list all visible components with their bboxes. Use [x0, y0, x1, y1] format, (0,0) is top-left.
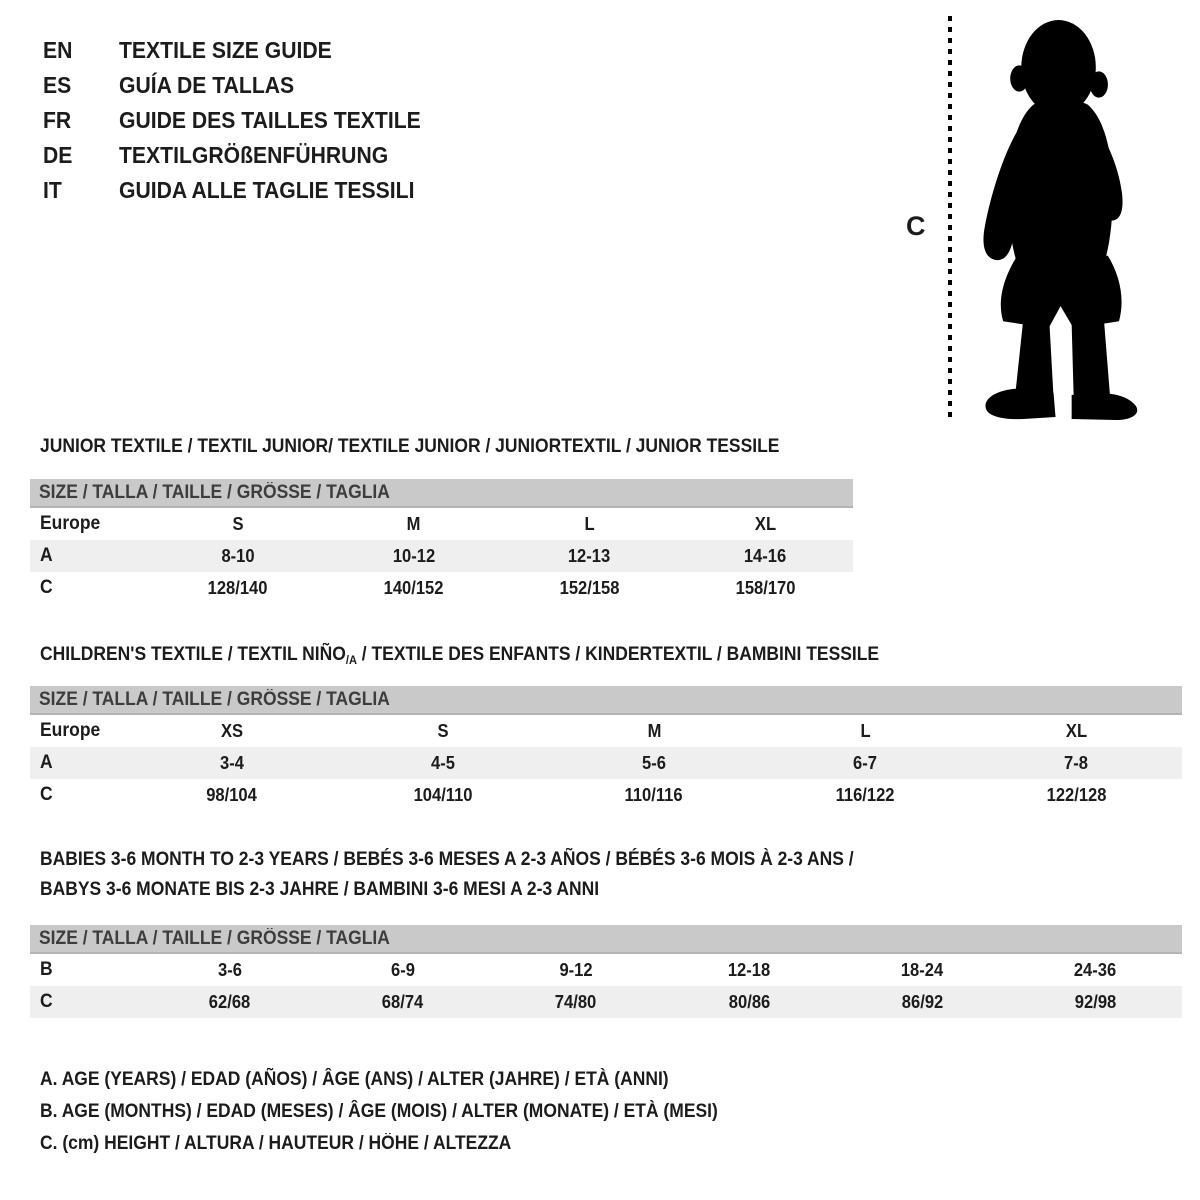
language-row — [43, 68, 447, 103]
table-cell: L — [860, 720, 871, 741]
babies-section-heading: BABIES 3-6 MONTH TO 2-3 YEARS / BEBÉS 3-6 MESES A 2-3 AÑOS / BÉBÉS 3-6 MOIS À 2-3 ANS / BABYS 3-6 MONATE BIS 2-3 JAHRE / BAMBINI 3-6 MESI A 2-3 ANNI — [40, 849, 854, 900]
table-row — [30, 779, 1182, 811]
table-cell: XL — [1065, 720, 1088, 741]
height-measure-dashed-line — [948, 16, 952, 418]
toddler-silhouette-shapes — [983, 20, 1137, 420]
table-cell: 128/140 — [207, 577, 268, 598]
language-title: GUIDE DES TAILLES TEXTILE — [119, 107, 421, 133]
row-label: C — [40, 784, 53, 805]
row-label: A — [40, 545, 53, 566]
row-label: B — [40, 959, 53, 980]
row-label: C — [40, 577, 53, 598]
table-cell: XL — [754, 513, 776, 534]
table-cell: 3-4 — [219, 752, 244, 773]
table-cell: 8-10 — [221, 545, 255, 566]
table-cell: 62/68 — [208, 991, 251, 1012]
toddler-silhouette — [962, 12, 1140, 420]
table-cell: 12-18 — [727, 959, 771, 980]
table-cell: S — [232, 513, 244, 534]
junior-section-heading: JUNIOR TEXTILE / TEXTIL JUNIOR/ TEXTILE JUNIOR / JUNIORTEXTIL / JUNIOR TESSILE — [40, 436, 780, 457]
language-code: ES — [43, 72, 72, 98]
junior-size-table — [30, 479, 853, 604]
table-cell: 3-6 — [217, 959, 242, 980]
row-label: A — [40, 752, 53, 773]
heading-subscript: /A — [345, 653, 357, 667]
table-cell: 98/104 — [206, 784, 257, 805]
language-row — [43, 33, 447, 68]
language-code: EN — [43, 37, 73, 63]
language-title: TEXTILE SIZE GUIDE — [119, 37, 332, 63]
table-row — [30, 747, 1182, 779]
table-row — [30, 986, 1182, 1018]
babies-size-table — [30, 925, 1182, 1018]
table-cell: 5-6 — [642, 752, 666, 773]
legend-line-a: A. AGE (YEARS) / EDAD (AÑOS) / ÂGE (ANS) / ALTER (JAHRE) / ETÀ (ANNI) — [40, 1069, 669, 1090]
children-section-heading: CHILDREN'S TEXTILE / TEXTIL $NIÑO_{/A}$ / TEXTILE DES ENFANTS / KINDERTEXTIL / BAMBINI TESSILE — [40, 644, 880, 667]
table-cell: 68/74 — [382, 991, 424, 1012]
table-cell: 86/92 — [901, 991, 943, 1012]
table-cell: 7-8 — [1064, 752, 1089, 773]
language-code: DE — [43, 142, 73, 168]
table-cell: 152/158 — [559, 577, 620, 598]
table-cell: XS — [220, 720, 243, 741]
table-cell: 110/116 — [624, 784, 684, 805]
size-header-bar: SIZE / TALLA / TAILLE / GRÖSSE / TAGLIA — [30, 686, 1182, 715]
legend-line-c: C. (cm) HEIGHT / ALTURA / HAUTEUR / HÖHE / ALTEZZA — [40, 1133, 512, 1154]
size-header-bar: SIZE / TALLA / TAILLE / GRÖSSE / TAGLIA — [30, 479, 853, 508]
table-cell: 12-13 — [568, 545, 611, 566]
table-row — [30, 508, 853, 540]
measure-c-label: C — [906, 211, 926, 241]
table-cell: 6-7 — [853, 752, 878, 773]
table-cell: 24-36 — [1074, 959, 1117, 980]
table-row — [30, 572, 853, 604]
table-cell: L — [584, 513, 595, 534]
table-cell: M — [647, 720, 661, 741]
table-cell: 6-9 — [390, 959, 415, 980]
row-label: Europe — [40, 720, 101, 741]
size-header-bar: SIZE / TALLA / TAILLE / GRÖSSE / TAGLIA — [30, 925, 1182, 954]
table-cell: 122/128 — [1046, 784, 1107, 805]
language-code: IT — [43, 177, 62, 203]
row-label: Europe — [40, 513, 101, 534]
table-row — [30, 715, 1182, 747]
language-row — [43, 103, 447, 138]
language-row — [43, 173, 447, 208]
table-cell: 9-12 — [559, 959, 593, 980]
table-cell: 14-16 — [743, 545, 787, 566]
legend-line-b: B. AGE (MONTHS) / EDAD (MESES) / ÂGE (MOIS) / ALTER (MONATE) / ETÀ (MESI) — [40, 1101, 718, 1122]
row-label: C — [40, 991, 53, 1012]
table-cell: 92/98 — [1074, 991, 1117, 1012]
table-cell: S — [437, 720, 449, 741]
table-row — [30, 540, 853, 572]
language-row — [43, 138, 447, 173]
table-cell: 158/170 — [735, 577, 796, 598]
language-title: TEXTILGRÖßENFÜHRUNG — [119, 142, 389, 168]
table-cell: 10-12 — [392, 545, 435, 566]
table-cell: M — [406, 513, 421, 534]
table-cell: 140/152 — [383, 577, 444, 598]
table-cell: 18-24 — [901, 959, 944, 980]
language-code: FR — [43, 107, 72, 133]
table-cell: 80/86 — [728, 991, 770, 1012]
language-title: GUÍA DE TALLAS — [119, 72, 295, 98]
table-row — [30, 954, 1182, 986]
table-cell: 74/80 — [555, 991, 597, 1012]
children-size-table — [30, 686, 1182, 811]
table-cell: 116/122 — [835, 784, 895, 805]
measurement-legend — [40, 1064, 777, 1160]
language-title-list — [43, 33, 447, 208]
table-cell: 104/110 — [413, 784, 473, 805]
language-title: GUIDA ALLE TAGLIE TESSILI — [119, 177, 415, 203]
table-cell: 4-5 — [430, 752, 455, 773]
